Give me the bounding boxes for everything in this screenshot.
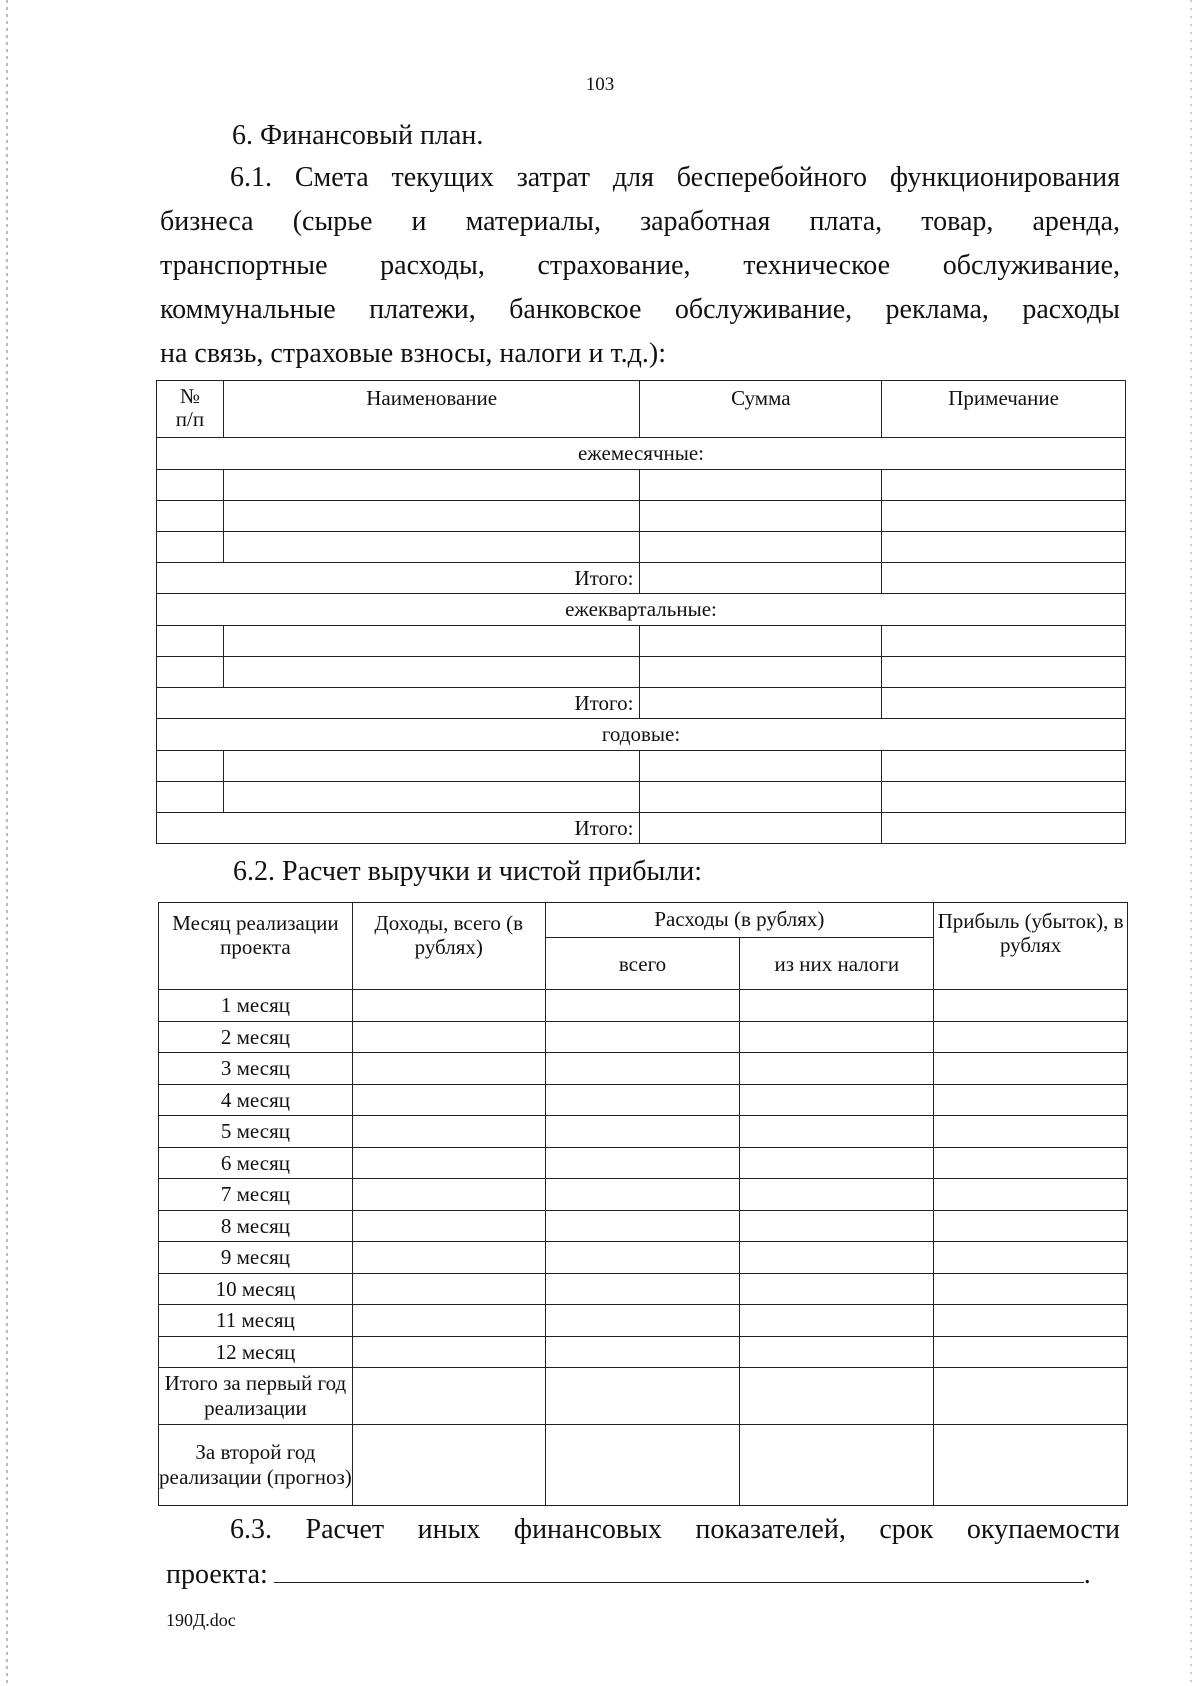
paragraph-line-text: 6.1. Смета текущих затрат для бесперебойного функционирования — [230, 162, 1120, 193]
section-label-annual: годовые: — [157, 719, 1126, 751]
header-expenses-taxes: из них налоги — [740, 938, 934, 990]
table-row — [157, 782, 1126, 813]
scan-edge-right — [1190, 0, 1192, 1686]
revenue-month-rows — [159, 990, 1128, 1506]
total-row-annual — [157, 813, 1126, 844]
cell-expenses-taxes[interactable] — [740, 1053, 934, 1085]
table-row — [159, 1179, 1128, 1211]
table-row — [159, 1147, 1128, 1179]
section-heading-6-2: 6.2. Расчет выручки и чистой прибыли: — [233, 856, 703, 887]
cell-profit[interactable] — [934, 1116, 1128, 1148]
table-row — [159, 1336, 1128, 1368]
table-row — [159, 1084, 1128, 1116]
cell-sum[interactable] — [640, 470, 882, 501]
cell-name[interactable] — [223, 626, 640, 657]
section-row-monthly — [157, 438, 1126, 470]
cell-note[interactable] — [882, 782, 1126, 813]
cell-note[interactable] — [882, 532, 1126, 563]
month-label: 1 месяц — [159, 990, 353, 1022]
cell-expenses-taxes[interactable] — [740, 1273, 934, 1305]
month-label: 12 месяц — [159, 1336, 353, 1368]
scan-edge-left — [6, 0, 8, 1686]
cell-expenses-total[interactable] — [545, 1116, 740, 1148]
month-label: 5 месяц — [159, 1116, 353, 1148]
cell-expenses-total[interactable] — [545, 1210, 740, 1242]
month-label: 9 месяц — [159, 1242, 353, 1274]
header-number: № п/п — [157, 381, 224, 438]
table-row — [159, 1242, 1128, 1274]
payback-blank-field[interactable] — [274, 1552, 1084, 1583]
cell-number[interactable] — [157, 501, 224, 532]
cell-sum[interactable] — [640, 782, 882, 813]
cell-note[interactable] — [882, 626, 1126, 657]
header-expenses: Расходы (в рублях) — [545, 903, 934, 938]
first-year-total-label: Итого за первый год реализации — [159, 1368, 353, 1425]
table-row — [159, 1210, 1128, 1242]
cell-income[interactable] — [352, 1425, 545, 1506]
cell-note[interactable] — [882, 657, 1126, 688]
cell-expenses-taxes[interactable] — [740, 1305, 934, 1337]
month-label: 6 месяц — [159, 1147, 353, 1179]
total-label: Итого: — [157, 688, 640, 719]
second-year-label: За второй год реализации (прогноз) — [159, 1425, 353, 1506]
cell-expenses-taxes[interactable] — [740, 1179, 934, 1211]
section-row-quarterly — [157, 594, 1126, 626]
paragraph-line: бизнеса (сырье и материалы, заработная плата, товар, аренда, — [160, 206, 1120, 237]
payback-label: проекта: — [166, 1559, 268, 1590]
revenue-profit-table — [158, 902, 1128, 1506]
cost-table-header-row — [157, 381, 1126, 438]
table-row — [159, 1305, 1128, 1337]
cell-sum[interactable] — [640, 751, 882, 782]
cell-name[interactable] — [223, 751, 640, 782]
cell-sum[interactable] — [640, 501, 882, 532]
header-profit: Прибыль (убыток), в рублях — [934, 903, 1128, 990]
cell-number[interactable] — [157, 657, 224, 688]
total-label: Итого: — [157, 813, 640, 844]
cell-income[interactable] — [352, 1021, 545, 1053]
payback-period-end: . — [1083, 1559, 1091, 1590]
cell-income[interactable] — [352, 1242, 545, 1274]
cost-estimate-table — [156, 380, 1126, 844]
cell-expenses-taxes[interactable] — [740, 1210, 934, 1242]
month-label: 10 месяц — [159, 1273, 353, 1305]
month-label: 11 месяц — [159, 1305, 353, 1337]
table-row — [157, 470, 1126, 501]
header-income: Доходы, всего (в рублях) — [352, 903, 545, 990]
table-row — [159, 1021, 1128, 1053]
cell-income[interactable] — [352, 990, 545, 1022]
cell-number[interactable] — [157, 532, 224, 563]
second-year-row — [159, 1425, 1128, 1506]
cell-expenses-taxes[interactable] — [740, 1116, 934, 1148]
footer-filename: 190Д.doc — [166, 1610, 236, 1630]
cell-expenses-total[interactable] — [545, 1021, 740, 1053]
header-note: Примечание — [882, 381, 1126, 438]
paragraph-6-3-line1: 6.3. Расчет иных финансовых показателей, срок окупаемости — [230, 1514, 1120, 1545]
cell-income[interactable] — [352, 1305, 545, 1337]
cell-income[interactable] — [352, 1336, 545, 1368]
page-number: 103 — [585, 74, 615, 95]
cell-expenses-total[interactable] — [545, 1147, 740, 1179]
cell-total-note[interactable] — [882, 813, 1126, 844]
cell-income[interactable] — [352, 1147, 545, 1179]
cell-name[interactable] — [223, 501, 640, 532]
section-heading — [160, 114, 1120, 158]
table-row — [157, 532, 1126, 563]
cell-expenses-total[interactable] — [545, 1273, 740, 1305]
cell-expenses-total[interactable] — [545, 1053, 740, 1085]
paragraph-line: коммунальные платежи, банковское обслуживание, реклама, расходы — [160, 294, 1120, 325]
month-label: 8 месяц — [159, 1210, 353, 1242]
total-row-quarterly — [157, 688, 1126, 719]
header-expenses-total: всего — [545, 938, 740, 990]
paragraph-line — [160, 156, 1120, 200]
table-row — [157, 501, 1126, 532]
cell-sum[interactable] — [640, 657, 882, 688]
cell-number[interactable] — [157, 782, 224, 813]
section-label-quarterly: ежеквартальные: — [157, 594, 1126, 626]
month-label: 7 месяц — [159, 1179, 353, 1211]
cell-income[interactable] — [352, 1368, 545, 1425]
cell-expenses-taxes[interactable] — [740, 1147, 934, 1179]
header-month: Месяц реализации проекта — [159, 903, 353, 990]
cell-expenses-total[interactable] — [545, 1336, 740, 1368]
cell-sum[interactable] — [640, 626, 882, 657]
cell-expenses-taxes[interactable] — [740, 1368, 934, 1425]
section-heading-text: 6. Финансовый план. — [232, 120, 484, 151]
cell-total-sum[interactable] — [640, 563, 882, 594]
paragraph-6-1 — [160, 156, 1120, 376]
table-row — [157, 751, 1126, 782]
cell-expenses-total[interactable] — [545, 1179, 740, 1211]
cell-expenses-taxes[interactable] — [740, 990, 934, 1022]
paragraph-6-3 — [160, 1508, 1120, 1552]
cell-name[interactable] — [223, 470, 640, 501]
cell-income[interactable] — [352, 1273, 545, 1305]
month-label: 3 месяц — [159, 1053, 353, 1085]
cell-profit[interactable] — [934, 1084, 1128, 1116]
cell-name[interactable] — [223, 657, 640, 688]
cell-expenses-taxes[interactable] — [740, 1425, 934, 1506]
table-row — [159, 1053, 1128, 1085]
cell-income[interactable] — [352, 1210, 545, 1242]
cell-profit[interactable] — [934, 1368, 1128, 1425]
cell-sum[interactable] — [640, 532, 882, 563]
cell-profit[interactable] — [934, 990, 1128, 1022]
cell-profit[interactable] — [934, 1305, 1128, 1337]
cell-number[interactable] — [157, 751, 224, 782]
table-row — [157, 626, 1126, 657]
table-row — [159, 1273, 1128, 1305]
cell-income[interactable] — [352, 1053, 545, 1085]
payback-line — [166, 1552, 1091, 1597]
cell-expenses-total[interactable] — [545, 1425, 740, 1506]
cell-number[interactable] — [157, 470, 224, 501]
cell-expenses-total[interactable] — [545, 990, 740, 1022]
total-label: Итого: — [157, 563, 640, 594]
section-row-annual — [157, 719, 1126, 751]
cell-total-note[interactable] — [882, 688, 1126, 719]
cell-expenses-taxes[interactable] — [740, 1084, 934, 1116]
paragraph-line: транспортные расходы, страхование, техническое обслуживание, — [160, 250, 1120, 281]
cell-profit[interactable] — [934, 1179, 1128, 1211]
header-name: Наименование — [223, 381, 640, 438]
paragraph-line: на связь, страховые взносы, налоги и т.д.): — [160, 338, 666, 369]
cell-profit[interactable] — [934, 1242, 1128, 1274]
month-label: 4 месяц — [159, 1084, 353, 1116]
month-label: 2 месяц — [159, 1021, 353, 1053]
cell-name[interactable] — [223, 782, 640, 813]
cell-expenses-taxes[interactable] — [740, 1336, 934, 1368]
cell-profit[interactable] — [934, 1425, 1128, 1506]
cell-profit[interactable] — [934, 1147, 1128, 1179]
revenue-header-row-1 — [159, 903, 1128, 938]
cell-note[interactable] — [882, 751, 1126, 782]
cell-profit[interactable] — [934, 1021, 1128, 1053]
table-row — [159, 990, 1128, 1022]
first-year-total-row — [159, 1368, 1128, 1425]
cell-total-sum[interactable] — [640, 688, 882, 719]
cell-income[interactable] — [352, 1084, 545, 1116]
table-row — [159, 1116, 1128, 1148]
cell-total-note[interactable] — [882, 563, 1126, 594]
cell-number[interactable] — [157, 626, 224, 657]
cell-expenses-taxes[interactable] — [740, 1021, 934, 1053]
cell-profit[interactable] — [934, 1273, 1128, 1305]
cell-name[interactable] — [223, 532, 640, 563]
cell-expenses-taxes[interactable] — [740, 1242, 934, 1274]
cell-profit[interactable] — [934, 1210, 1128, 1242]
cell-expenses-total[interactable] — [545, 1305, 740, 1337]
cell-expenses-total[interactable] — [545, 1242, 740, 1274]
cell-note[interactable] — [882, 501, 1126, 532]
cell-expenses-total[interactable] — [545, 1084, 740, 1116]
cell-profit[interactable] — [934, 1053, 1128, 1085]
cell-profit[interactable] — [934, 1336, 1128, 1368]
table-row — [157, 657, 1126, 688]
cell-income[interactable] — [352, 1179, 545, 1211]
total-row-monthly — [157, 563, 1126, 594]
cell-total-sum[interactable] — [640, 813, 882, 844]
cell-income[interactable] — [352, 1116, 545, 1148]
cell-expenses-total[interactable] — [545, 1368, 740, 1425]
header-sum: Сумма — [640, 381, 882, 438]
cell-note[interactable] — [882, 470, 1126, 501]
section-label-monthly: ежемесячные: — [157, 438, 1126, 470]
